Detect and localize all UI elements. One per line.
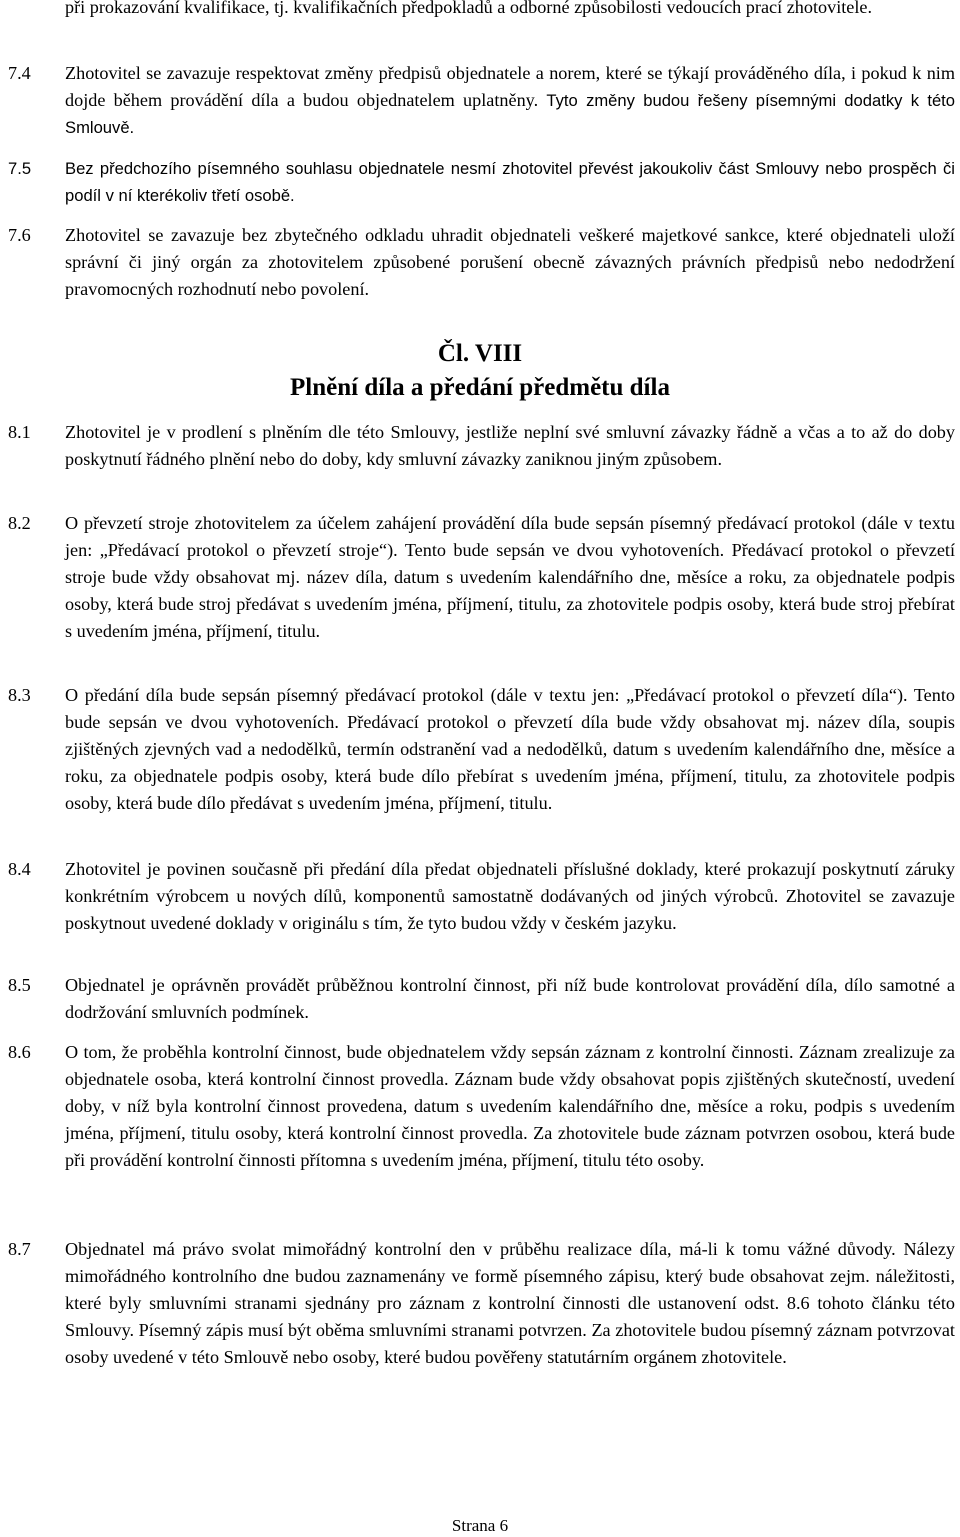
clause-number: 8.6 <box>8 1042 31 1062</box>
clause-number: 7.6 <box>8 225 31 245</box>
clause-8-3 <box>8 682 955 817</box>
clause-text: Objednatel je oprávněn provádět průběžnou kontrolní činnost, při níž bude kontrolovat provádění díla, dílo samotné a dodržování smluvních podmínek. <box>65 975 955 1022</box>
clause-text: Zhotovitel se zavazuje bez zbytečného odkladu uhradit objednateli veškeré majetkové sankce, které objednateli uloží správní či jiný orgán za zhotovitelem způsobené porušení obecně závazných právních předpisů nebo nedodržení pravomocných rozhodnutí nebo povolení. <box>65 225 955 299</box>
clause-number: 8.5 <box>8 975 31 995</box>
intro-paragraph: při prokazování kvalifikace, tj. kvalifikačních předpokladů a odborné způsobilosti vedoucích prací zhotovitele. <box>65 0 873 17</box>
clause-7-4 <box>8 60 955 141</box>
clause-number: 8.4 <box>8 859 31 879</box>
clause-number: 8.1 <box>8 422 31 442</box>
clause-number: 8.3 <box>8 685 31 705</box>
clause-8-4 <box>8 856 955 937</box>
clause-text: O převzetí stroje zhotovitelem za účelem zahájení provádění díla bude sepsán písemný předávací protokol (dále v textu jen: „Předávací protokol o převzetí stroje“). Tento bude sepsán ve dvou vyhotoveních. Předávací protokol o převzetí stroje bude vždy obsahovat mj. název díla, datum s uvedením kalendářního dne, měsíce a roku, za objednatele podpis osoby, která bude stroj předávat s uvedením jména, příjmení, titulu, za zhotovitele podpis osoby, která bude stroj přebírat s uvedením jména, příjmení, titulu. <box>65 513 955 641</box>
article-title: Plnění díla a předání předmětu díla <box>290 374 670 401</box>
clause-8-2 <box>8 510 955 645</box>
page-number: Strana 6 <box>451 1516 509 1535</box>
clause-text: Zhotovitel je v prodlení s plněním dle této Smlouvy, jestliže neplní své smluvní závazky řádně a včas a to až do doby poskytnutí řádného plnění nebo do doby, kdy smluvní závazky zaniknou jiným způsobem. <box>65 422 955 469</box>
clause-number: 7.5 <box>8 159 32 178</box>
clause-7-5 <box>8 155 955 209</box>
clause-8-6 <box>8 1039 955 1174</box>
clause-number: 8.2 <box>8 513 31 533</box>
clause-text: Zhotovitel se zavazuje respektovat změny předpisů objednatele a norem, které se týkají prováděného díla, i pokud k nim dojde během provádění díla a budou objednatelem uplatněny. <box>65 63 955 110</box>
clause-text-tail: Tyto změny budou řešeny písemnými dodatky k této Smlouvě. <box>65 91 956 137</box>
clause-text: Zhotovitel je povinen současně při předání díla předat objednateli příslušné doklady, které prokazují poskytnutí záruky konkrétním výrobcem u nových dílů, komponentů samostatně dodávaných od jiných výrobců. Zhotovitel se zavazuje poskytnout uvedené doklady v originálu s tím, že tyto budou vždy v českém jazyku. <box>65 859 955 933</box>
clause-7-6 <box>8 222 955 303</box>
clause-number: 7.4 <box>8 63 31 83</box>
clause-text: O předání díla bude sepsán písemný předávací protokol (dále v textu jen: „Předávací protokol o převzetí díla“). Tento bude sepsán ve dvou vyhotoveních. Předávací protokol o převzetí díla bude vždy obsahovat mj. název díla, soupis zjištěných zjevných vad a nedodělků, termín odstranění vad a nedodělků, datum s uvedením kalendářního dne, měsíce a roku, za objednatele podpis osoby, která bude dílo přebírat s uvedením jména, příjmení, titulu, za zhotovitele podpis osoby, která bude dílo předávat s uvedením jména, příjmení, titulu. <box>65 685 955 813</box>
clause-text: Bez předchozího písemného souhlasu objednatele nesmí zhotovitel převést jakoukoliv část Smlouvy nebo prospěch či podíl v ní kterékoliv třetí osobě. <box>65 159 955 205</box>
article-number: Čl. VIII <box>437 340 523 367</box>
clause-number: 8.7 <box>8 1239 31 1259</box>
clause-8-5 <box>8 972 955 1026</box>
clause-8-1 <box>8 419 955 473</box>
clause-text: O tom, že proběhla kontrolní činnost, bude objednatelem vždy sepsán záznam z kontrolní činnosti. Záznam zrealizuje za objednatele osoba, která kontrolní činnost provedla. Záznam bude vždy obsahovat popis zjištěných skutečností, uvedení doby, v níž byla kontrolní činnost provedena, datum s uvedením kalendářního dne, měsíce a roku, podpis s uvedením jména, příjmení, titulu osoby, která kontrolní činnost provedla. Za zhotovitele bude záznam potvrzen osobou, která bude při provádění kontrolní činnosti přítomna s uvedením jména, příjmení, titulu této osoby. <box>65 1042 955 1170</box>
clause-text: Objednatel má právo svolat mimořádný kontrolní den v průběhu realizace díla, má-li k tomu vážné důvody. Nálezy mimořádného kontrolního dne budou zaznamenány ve formě písemného zápisu, který bude obsahovat zejm. náležitosti, které byly smluvními stranami sjednány pro záznam z kontrolní činnosti dle ustanovení odst. 8.6 tohoto článku této Smlouvy. Písemný zápis musí být oběma smluvními stranami potvrzen. Za zhotovitele budou písemný záznam potvrzovat osoby uvedené v této Smlouvě nebo osoby, které budou pověřeny statutárním orgánem zhotovitele. <box>65 1239 955 1367</box>
clause-8-7 <box>8 1236 955 1371</box>
